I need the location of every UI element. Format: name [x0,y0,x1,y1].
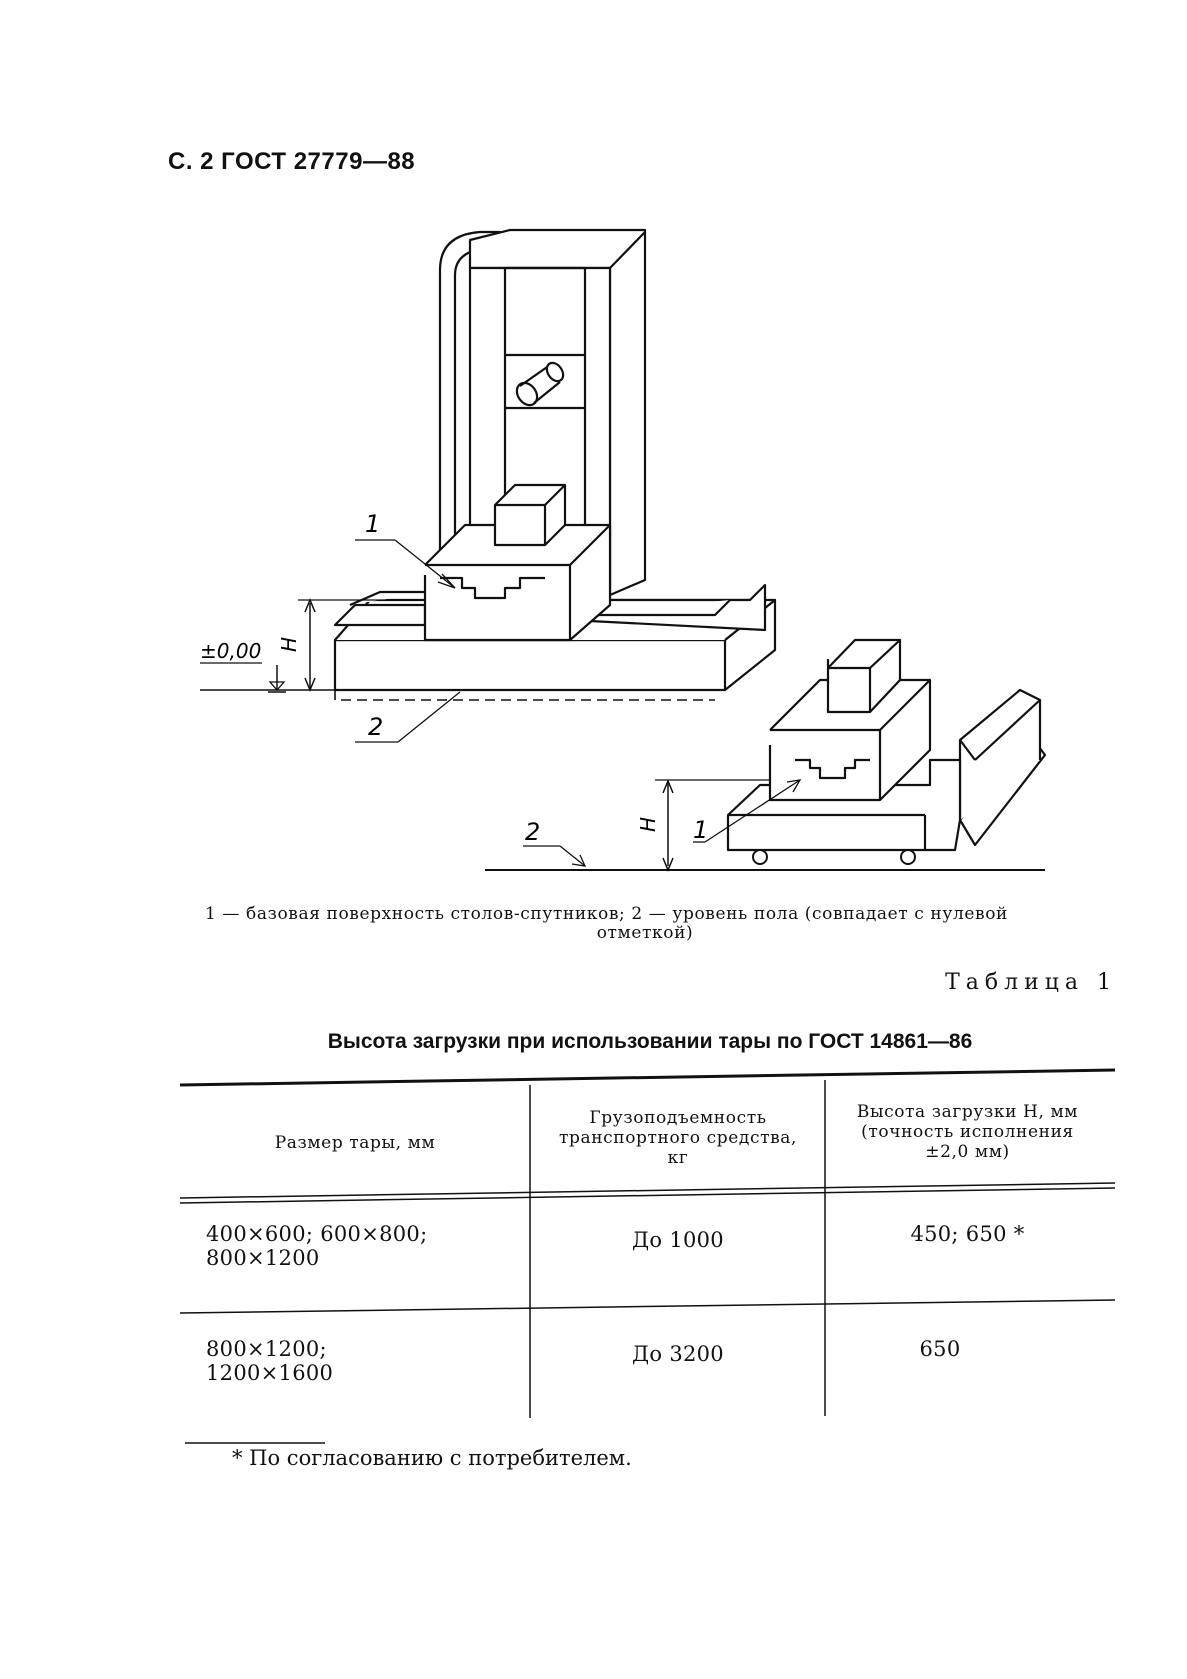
height-mark-left: H [277,636,301,652]
table-row-1-capacity: До 1000 [632,1228,724,1252]
row-2-size-line-2: 1200×1600 [206,1361,334,1385]
callout-1-left: 1 [365,510,381,538]
row-2-size-line-1: 800×1200; [206,1337,327,1361]
row-1-size-line-1: 400×600; 600×800; [206,1222,428,1246]
table-row-2-height: 650 [919,1337,961,1361]
table-row-2-capacity: До 3200 [632,1342,724,1366]
height-mark-right: H [636,816,660,832]
table-row-1-height: 450; 650 * [910,1222,1025,1246]
header-size: Размер тары, мм [274,1133,436,1153]
callout-1-right: 1 [693,816,709,844]
table-label: Таблица 1 [945,970,1117,995]
callout-2-right: 2 [525,818,541,846]
table-row-2-size [206,1337,506,1385]
callout-2-left: 2 [368,713,384,741]
zero-mark: ±0,00 [200,639,262,663]
table-row-1-size [206,1222,506,1270]
footnote: * По согласованию с потребителем. [232,1446,632,1470]
header-capacity: Грузоподъемность транспортного средства, кг [558,1108,797,1168]
caption-line-2: отметкой) [596,923,694,943]
caption-line-1: 1 — базовая поверхность столов-спутников; 2 — уровень пола (совпадает с нулевой [205,904,1008,924]
page-header: С. 2 ГОСТ 27779—88 [168,148,416,175]
row-1-size-line-2: 800×1200 [206,1246,320,1270]
header-height: Высота загрузки H, мм (точность исполнения ±2,0 мм) [856,1102,1079,1162]
table-title: Высота загрузки при использовании тары по ГОСТ 14861—86 [327,1030,973,1053]
